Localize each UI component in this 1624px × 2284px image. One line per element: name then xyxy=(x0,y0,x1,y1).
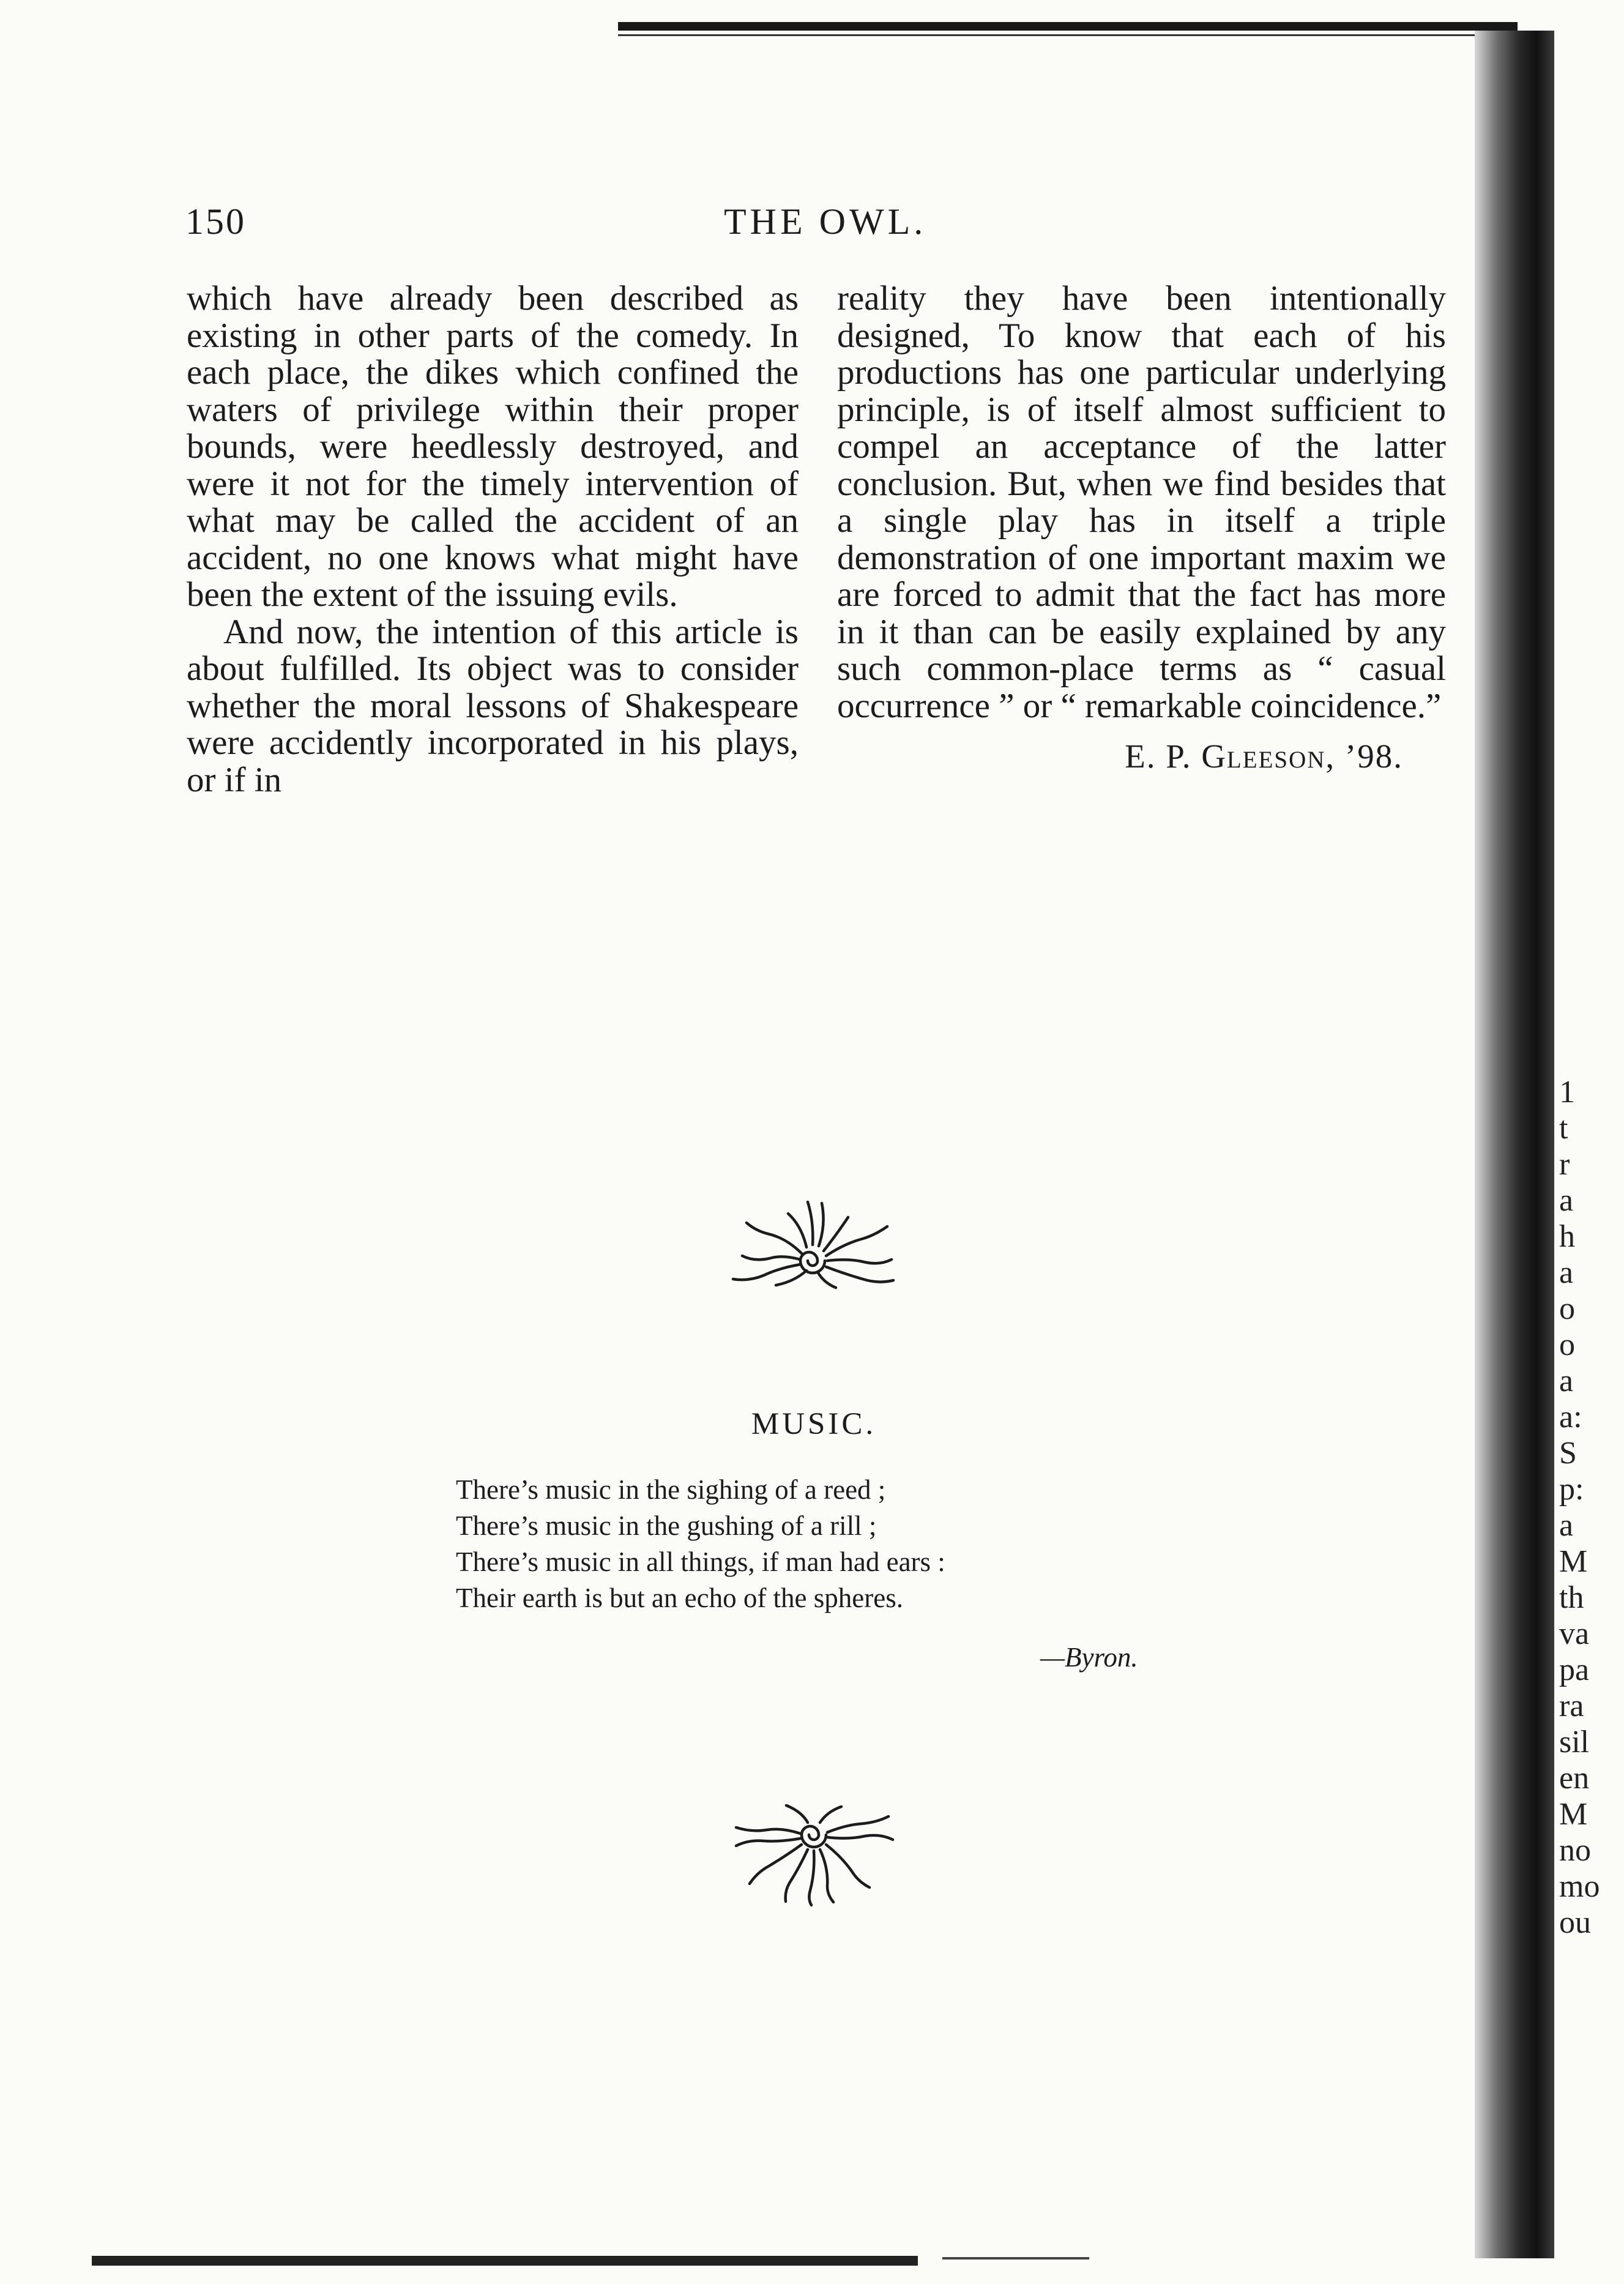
left-column xyxy=(187,280,799,799)
facing-page-fragment: sil xyxy=(1559,1725,1590,1760)
poem-title: MUSIC. xyxy=(751,1407,877,1441)
facing-page-fragment: en xyxy=(1559,1761,1590,1796)
left-paragraph-1: which have already been described as existing in other parts of the comedy. In each place, the dikes which confined the waters of privilege within their proper bounds, were heedlessly destroyed, and were it not for the timely intervention of what may be called the accident of an accident, no one knows what might have been the extent of the issuing evils. xyxy=(187,279,799,614)
poem-line: Their earth is but an echo of the spheres. xyxy=(456,1583,903,1613)
poem-attribution: —Byron. xyxy=(1040,1642,1138,1673)
facing-page-fragment: a xyxy=(1559,1508,1574,1543)
facing-page-fragment: a: xyxy=(1559,1400,1582,1435)
page-gutter-shadow xyxy=(1475,31,1554,2258)
top-border-rule-thin xyxy=(618,34,1475,36)
bottom-border-rule-thin xyxy=(942,2257,1089,2260)
running-title: THE OWL. xyxy=(724,201,927,242)
facing-page-fragment: t xyxy=(1559,1111,1568,1146)
facing-page-fragment: mo xyxy=(1559,1869,1600,1904)
facing-page-fragment: o xyxy=(1559,1291,1575,1326)
poem-body xyxy=(456,1472,1202,1616)
signature-surname: Gleeson xyxy=(1201,737,1326,775)
facing-page-fragment: no xyxy=(1559,1833,1591,1868)
sunburst-ornament-icon xyxy=(709,1192,917,1305)
page-header xyxy=(185,201,1421,250)
facing-page-fragment: va xyxy=(1559,1616,1590,1651)
facing-page-fragment: ou xyxy=(1559,1905,1591,1940)
facing-page-fragment: a xyxy=(1559,1183,1574,1218)
facing-page-fragment: 1 xyxy=(1559,1075,1575,1110)
facing-page-fragment: a xyxy=(1559,1255,1574,1290)
poem-line: There’s music in all things, if man had ears : xyxy=(456,1547,945,1577)
poem-line: There’s music in the gushing of a rill ; xyxy=(456,1510,877,1541)
signature-initials: E. P. xyxy=(1125,737,1202,775)
facing-page-fragment: ra xyxy=(1559,1689,1584,1723)
poem-line: There’s music in the sighing of a reed ; xyxy=(456,1474,886,1505)
facing-page-fragment: p: xyxy=(1559,1472,1584,1507)
page-number: 150 xyxy=(185,201,246,242)
facing-page-fragment: M xyxy=(1559,1797,1588,1832)
facing-page-fragment: M xyxy=(1559,1544,1588,1579)
top-border-rule xyxy=(618,22,1518,31)
facing-page-fragment: r xyxy=(1559,1147,1570,1182)
facing-page-fragment: S xyxy=(1559,1436,1577,1471)
author-signature xyxy=(837,738,1446,775)
bottom-border-rule xyxy=(92,2256,918,2266)
right-paragraph: reality they have been intentionally designed, To know that each of his productions has one particular underlying principle, is of itself almost sufficient to compel an acceptance of the latter conclusion. But, when we find besides that a single play has in itself a triple demonstration of one important maxim we are forced to admit that the fact has more in it than can be easily explained by any such common-place terms as “ casual occurrence ” or “ remarkable coincidence.” xyxy=(837,279,1446,725)
facing-page-fragment: th xyxy=(1559,1580,1584,1615)
facing-page-fragment: h xyxy=(1559,1219,1575,1254)
facing-page-bleed-through xyxy=(1559,1074,1624,1941)
facing-page-fragment: a xyxy=(1559,1364,1574,1398)
left-paragraph-2: And now, the intention of this article is about fulfilled. Its object was to consider whether the moral lessons of Shakespeare were accidently incorporated in his plays, or if in xyxy=(187,612,799,799)
facing-page-fragment: o xyxy=(1559,1327,1575,1362)
right-column xyxy=(837,280,1446,775)
sunburst-ornament-icon xyxy=(716,1798,912,1908)
facing-page-fragment: pa xyxy=(1559,1652,1590,1687)
signature-year: , ’98. xyxy=(1325,737,1403,775)
